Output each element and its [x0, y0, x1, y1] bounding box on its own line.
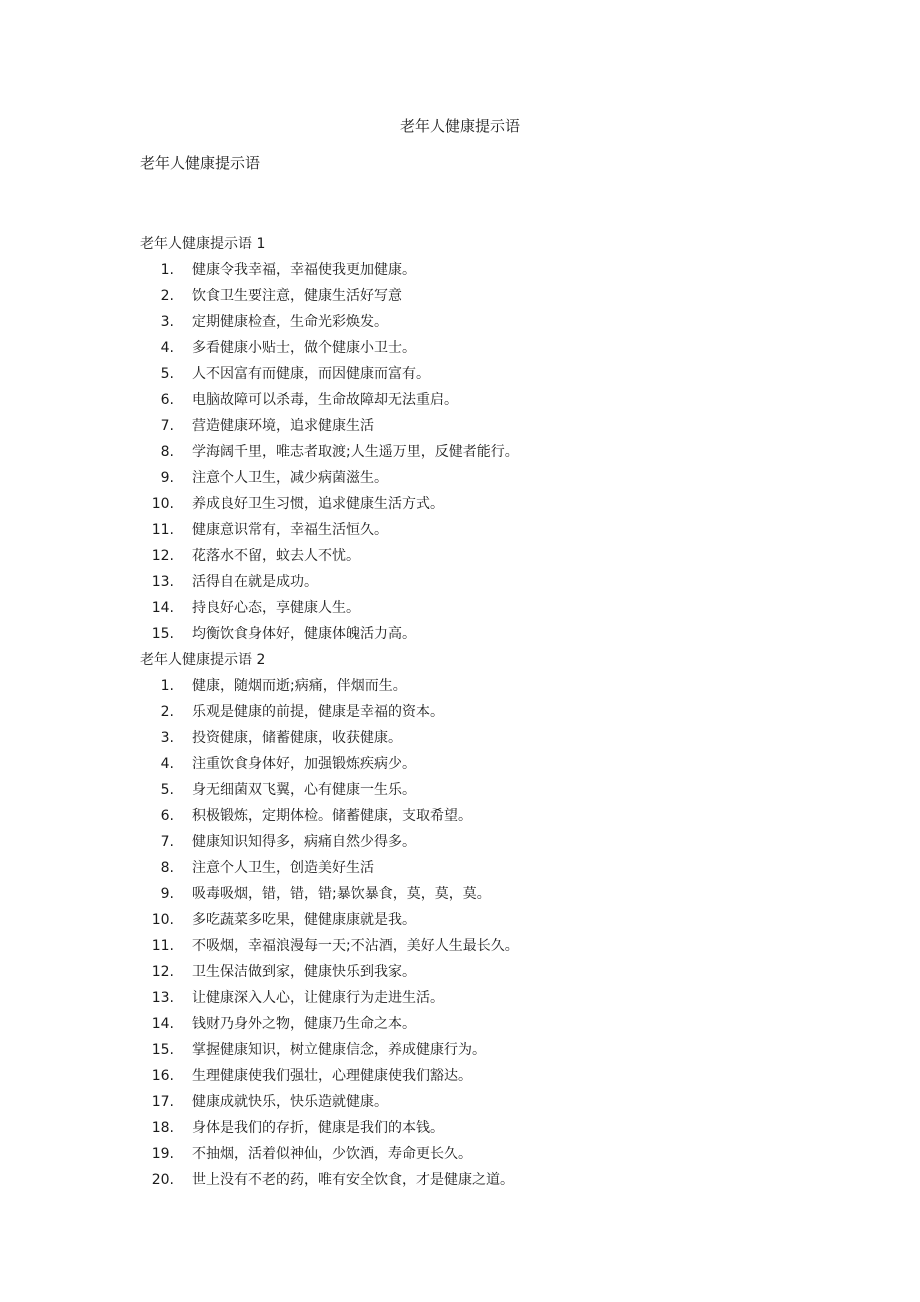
list-item-text: 掌握健康知识，树立健康信念，养成健康行为。 [192, 1042, 486, 1058]
list-item [140, 257, 860, 283]
list-item [140, 387, 860, 413]
list-item-number: 9. [160, 886, 174, 902]
list-item [140, 933, 860, 959]
list-item [140, 621, 860, 647]
list-item-number: 11. [151, 938, 174, 954]
section-2 [140, 647, 860, 1193]
list-item [140, 907, 860, 933]
list-item-text: 乐观是健康的前提，健康是幸福的资本。 [192, 704, 444, 720]
list-item [140, 673, 860, 699]
list-item [140, 1011, 860, 1037]
list-item-number: 16. [151, 1068, 174, 1084]
list-item-text: 生理健康使我们强壮，心理健康使我们豁达。 [192, 1068, 472, 1084]
list-item [140, 543, 860, 569]
list-item-number: 17. [151, 1094, 174, 1110]
list-item-text: 营造健康环境，追求健康生活 [192, 418, 374, 434]
list-item-text: 不抽烟，活着似神仙，少饮酒，寿命更长久。 [192, 1146, 472, 1162]
list-item-text: 花落水不留，蚊去人不忧。 [192, 548, 360, 564]
list-item-number: 3. [160, 730, 174, 746]
list-item-number: 8. [160, 860, 174, 876]
list-item [140, 283, 860, 309]
list-item-text: 世上没有不老的药，唯有安全饮食，才是健康之道。 [192, 1172, 514, 1188]
list-item-number: 6. [160, 392, 174, 408]
list-item [140, 881, 860, 907]
list-item [140, 777, 860, 803]
list-item [140, 1141, 860, 1167]
list-item [140, 985, 860, 1011]
section-heading: 老年人健康提示语 1 [140, 236, 266, 252]
list-item-text: 人不因富有而健康，而因健康而富有。 [192, 366, 430, 382]
list-item-number: 10. [151, 912, 174, 928]
list-item-text: 电脑故障可以杀毒，生命故障却无法重启。 [192, 392, 458, 408]
list-item-number: 2. [160, 288, 174, 304]
section-heading: 老年人健康提示语 2 [140, 652, 266, 668]
list-item-text: 吸毒吸烟，错，错，错;暴饮暴食，莫，莫，莫。 [192, 886, 491, 902]
list-item-text: 注重饮食身体好，加强锻炼疾病少。 [192, 756, 416, 772]
list-item-number: 18. [151, 1120, 174, 1136]
list-item-number: 20. [151, 1172, 174, 1188]
list-item-text: 卫生保洁做到家，健康快乐到我家。 [192, 964, 416, 980]
list-item-text: 身体是我们的存折，健康是我们的本钱。 [192, 1120, 444, 1136]
list-item [140, 829, 860, 855]
list-item [140, 595, 860, 621]
list-item [140, 569, 860, 595]
list-item-number: 13. [151, 574, 174, 590]
section-1 [140, 231, 860, 647]
list-item [140, 439, 860, 465]
list-item-text: 身无细菌双飞翼，心有健康一生乐。 [192, 782, 416, 798]
list-item-text: 养成良好卫生习惯，追求健康生活方式。 [192, 496, 444, 512]
list-item-number: 4. [160, 756, 174, 772]
list-item-number: 10. [151, 496, 174, 512]
list-item [140, 725, 860, 751]
list-item-text: 健康令我幸福，幸福使我更加健康。 [192, 262, 416, 278]
list-item [140, 517, 860, 543]
list-item-number: 12. [151, 548, 174, 564]
list-item [140, 309, 860, 335]
list-item-number: 5. [160, 366, 174, 382]
list-item-number: 7. [160, 418, 174, 434]
list-item [140, 361, 860, 387]
list-item-text: 健康意识常有，幸福生活恒久。 [192, 522, 388, 538]
list-item-number: 1. [160, 678, 174, 694]
list-item [140, 1115, 860, 1141]
list-item-number: 12. [151, 964, 174, 980]
document-title: 老年人健康提示语 [399, 117, 520, 135]
list-item [140, 413, 860, 439]
list-item-number: 7. [160, 834, 174, 850]
list-item-text: 健康知识知得多，病痛自然少得多。 [192, 834, 416, 850]
list-item-number: 15. [151, 626, 174, 642]
list-item-number: 1. [160, 262, 174, 278]
list-item [140, 855, 860, 881]
list-item-number: 5. [160, 782, 174, 798]
list-item-number: 3. [160, 314, 174, 330]
list-item [140, 751, 860, 777]
list-item-text: 饮食卫生要注意，健康生活好写意 [192, 288, 402, 304]
list-item-text: 注意个人卫生，创造美好生活 [192, 860, 374, 876]
list-item-number: 14. [151, 600, 174, 616]
list-item-text: 学海阔千里，唯志者取渡;人生遥万里，反健者能行。 [192, 444, 519, 460]
list-item [140, 335, 860, 361]
list-item [140, 1089, 860, 1115]
list-item [140, 491, 860, 517]
list-item [140, 959, 860, 985]
list-item [140, 1167, 860, 1193]
list-item [140, 803, 860, 829]
list-item-text: 积极锻炼，定期体检。储蓄健康，支取希望。 [192, 808, 472, 824]
document-subtitle: 老年人健康提示语 [140, 154, 261, 172]
numbered-list [140, 257, 860, 647]
list-item-number: 8. [160, 444, 174, 460]
list-item-text: 健康，随烟而逝;病痛，伴烟而生。 [192, 678, 407, 694]
list-item-number: 15. [151, 1042, 174, 1058]
list-item-number: 2. [160, 704, 174, 720]
list-item-number: 6. [160, 808, 174, 824]
list-item-number: 19. [151, 1146, 174, 1162]
list-item-number: 13. [151, 990, 174, 1006]
list-item-text: 多看健康小贴士，做个健康小卫士。 [192, 340, 416, 356]
list-item-text: 注意个人卫生，减少病菌滋生。 [192, 470, 388, 486]
list-item-text: 健康成就快乐，快乐造就健康。 [192, 1094, 388, 1110]
list-item-text: 多吃蔬菜多吃果，健健康康就是我。 [192, 912, 416, 928]
list-item-number: 11. [151, 522, 174, 538]
list-item-number: 4. [160, 340, 174, 356]
list-item-text: 钱财乃身外之物，健康乃生命之本。 [192, 1016, 416, 1032]
list-item-text: 活得自在就是成功。 [192, 574, 318, 590]
list-item-text: 投资健康，储蓄健康，收获健康。 [192, 730, 402, 746]
list-item [140, 1037, 860, 1063]
list-item [140, 1063, 860, 1089]
list-item-text: 均衡饮食身体好，健康体魄活力高。 [192, 626, 416, 642]
list-item [140, 465, 860, 491]
list-item [140, 699, 860, 725]
list-item-number: 14. [151, 1016, 174, 1032]
numbered-list [140, 673, 860, 1193]
list-item-text: 持良好心态，享健康人生。 [192, 600, 360, 616]
list-item-number: 9. [160, 470, 174, 486]
list-item-text: 不吸烟，幸福浪漫每一天;不沾酒，美好人生最长久。 [192, 938, 519, 954]
list-item-text: 让健康深入人心，让健康行为走进生活。 [192, 990, 444, 1006]
list-item-text: 定期健康检查，生命光彩焕发。 [192, 314, 388, 330]
